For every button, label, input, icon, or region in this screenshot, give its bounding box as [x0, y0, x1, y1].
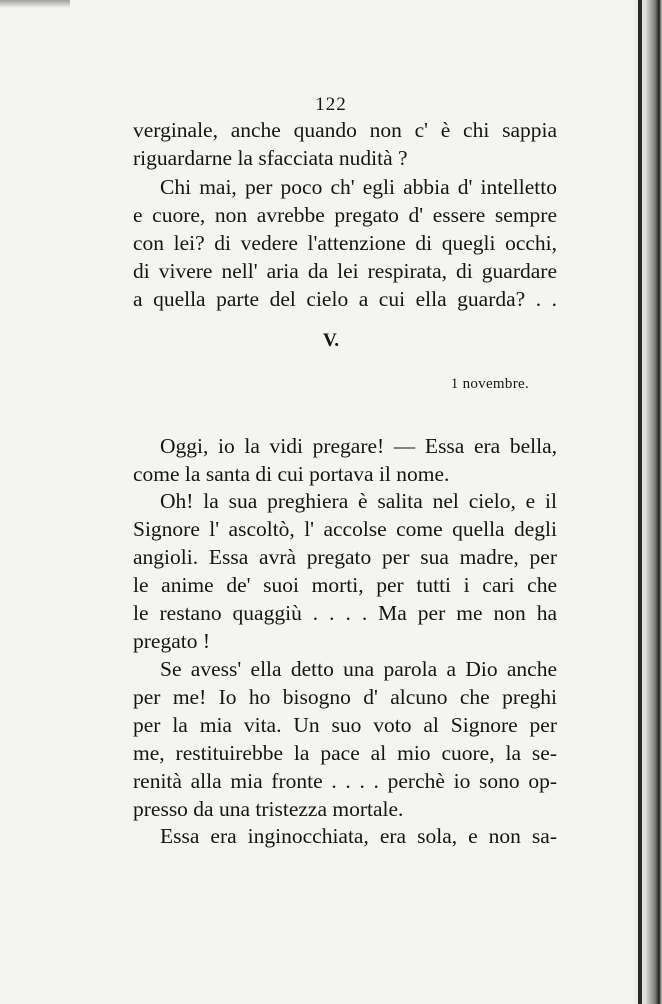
text-line: Chi mai, per poco ch' egli abbia d' intelletto [160, 175, 557, 199]
text-line: me, restituirebbe la pace al mio cuore, la se- [133, 741, 557, 765]
text-line: renità alla mia fronte . . . . perchè io sono op- [133, 769, 557, 793]
scan-shadow [0, 0, 70, 8]
text-line: le anime de' suoi morti, per tutti i cari che [133, 573, 557, 597]
text-line: riguardarne la sfacciata nudità ? [133, 146, 408, 170]
text-line: come la santa di cui portava il nome. [133, 462, 450, 486]
text-line: Signore l' ascoltò, l' accolse come quella degli [133, 517, 557, 541]
text-line: Oh! la sua preghiera è salita nel cielo, e il [160, 489, 557, 513]
text-line: le restano quaggiù . . . . Ma per me non ha [133, 601, 557, 625]
text-line: con lei? di vedere l'attenzione di quegli occhi, [133, 231, 557, 255]
text-line: Se avess' ella detto una parola a Dio anche [160, 657, 557, 681]
text-line: verginale, anche quando non c' è chi sappia [133, 118, 557, 142]
page-edge-shadow [632, 0, 662, 1004]
text-line: angioli. Essa avrà pregato per sua madre, per [133, 545, 557, 569]
text-line: a quella parte del cielo a cui ella guarda? . . [133, 287, 557, 311]
text-line: e cuore, non avrebbe pregato d' essere sempre [133, 203, 557, 227]
binding-edge [638, 0, 642, 1004]
text-line: di vivere nell' aria da lei respirata, di guardare [133, 259, 557, 283]
text-line: pregato ! [133, 629, 211, 653]
entry-date: 1 novembre. [450, 376, 529, 392]
text-line: Essa era inginocchiata, era sola, e non sa- [160, 824, 557, 848]
text-line: presso da una tristezza mortale. [133, 797, 404, 821]
page-number: 122 [315, 94, 347, 115]
text-line: Oggi, io la vidi pregare! — Essa era bella, [160, 434, 557, 458]
text-line: per la mia vita. Un suo voto al Signore per [133, 713, 557, 737]
text-line: per me! Io ho bisogno d' alcuno che preghi [133, 685, 557, 709]
section-heading: V. [322, 330, 340, 351]
